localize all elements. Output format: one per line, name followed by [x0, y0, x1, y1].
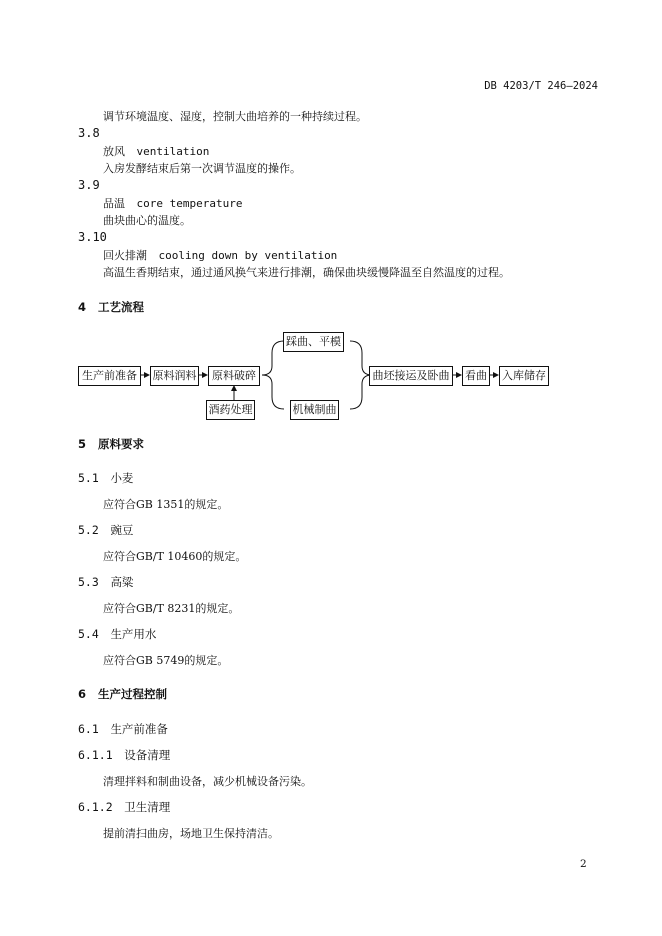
- flow-node-treading: 踩曲、平模: [283, 332, 344, 352]
- clause-heading: [78, 626, 156, 642]
- section-number: 5: [78, 437, 87, 451]
- section-number: 4: [78, 300, 87, 314]
- term-en: ventilation: [136, 145, 210, 158]
- section-number: 6: [78, 687, 87, 701]
- clause-title: 小麦: [110, 471, 134, 485]
- flow-node-storage: 入库储存: [499, 366, 549, 386]
- definition: 曲块曲心的温度。: [103, 214, 191, 227]
- paragraph: 提前清扫曲房，场地卫生保持清洁。: [103, 827, 279, 840]
- clause-number: 5.1: [78, 471, 99, 485]
- clause-heading: [78, 522, 133, 538]
- clause-title: 生产前准备: [110, 722, 168, 736]
- paragraph: 清理拌料和制曲设备，减少机械设备污染。: [103, 775, 312, 788]
- flow-node-yeast-treatment: 酒药处理: [206, 400, 255, 420]
- section-title: 生产过程控制: [98, 687, 168, 701]
- term-zh: 放风: [103, 145, 125, 158]
- term-zh: 品温: [103, 197, 125, 210]
- section-title: 工艺流程: [98, 300, 145, 314]
- clause-title: 高粱: [110, 575, 134, 589]
- term-en: core temperature: [136, 197, 243, 210]
- page-number: 2: [580, 858, 587, 870]
- clause-heading: [78, 747, 170, 763]
- clause-number: 6.1.2: [78, 800, 113, 814]
- flow-node-crushing: 原料破碎: [208, 366, 260, 386]
- paragraph: 应符合GB/T 10460的规定。: [103, 550, 247, 563]
- clause-number: 3.10: [78, 230, 107, 244]
- clause-number: 6.1.1: [78, 748, 113, 762]
- clause-heading: [78, 574, 133, 590]
- clause-title: 设备清理: [124, 748, 171, 762]
- term-zh: 回火排潮: [103, 249, 147, 262]
- flow-node-machine-making: 机械制曲: [290, 400, 339, 420]
- clause-title: 豌豆: [110, 523, 134, 537]
- clause-number: 3.8: [78, 126, 100, 140]
- clause-number: 5.4: [78, 627, 99, 641]
- flow-node-transport: 曲坯接运及卧曲: [369, 366, 453, 386]
- paragraph: 应符合GB 5749的规定。: [103, 654, 229, 667]
- paragraph: 应符合GB/T 8231的规定。: [103, 602, 240, 615]
- paragraph: 调节环境温度、湿度，控制大曲培养的一种持续过程。: [103, 110, 367, 123]
- clause-heading: [78, 721, 168, 737]
- clause-number: 5.2: [78, 523, 99, 537]
- section-heading-5: [78, 436, 144, 452]
- left-brace: [262, 341, 284, 409]
- section-title: 原料要求: [98, 437, 145, 451]
- clause-number: 5.3: [78, 575, 99, 589]
- flow-node-inspection: 看曲: [462, 366, 490, 386]
- term-en: cooling down by ventilation: [158, 249, 338, 262]
- clause-number: 3.9: [78, 178, 100, 192]
- clause-heading: [78, 470, 133, 486]
- document-id: DB 4203/T 246—2024: [484, 80, 598, 92]
- definition: 高温生香期结束，通过通风换气来进行排潮，确保曲块缓慢降温至自然温度的过程。: [103, 266, 510, 279]
- clause-heading: [78, 799, 170, 815]
- flow-node-preparation: 生产前准备: [78, 366, 141, 386]
- paragraph: 应符合GB 1351的规定。: [103, 498, 229, 511]
- flow-node-wetting: 原料润料: [150, 366, 199, 386]
- section-heading-6: [78, 686, 167, 702]
- clause-title: 生产用水: [110, 627, 157, 641]
- clause-title: 卫生清理: [124, 800, 171, 814]
- definition: 入房发酵结束后第一次调节温度的操作。: [103, 162, 301, 175]
- clause-number: 6.1: [78, 722, 99, 736]
